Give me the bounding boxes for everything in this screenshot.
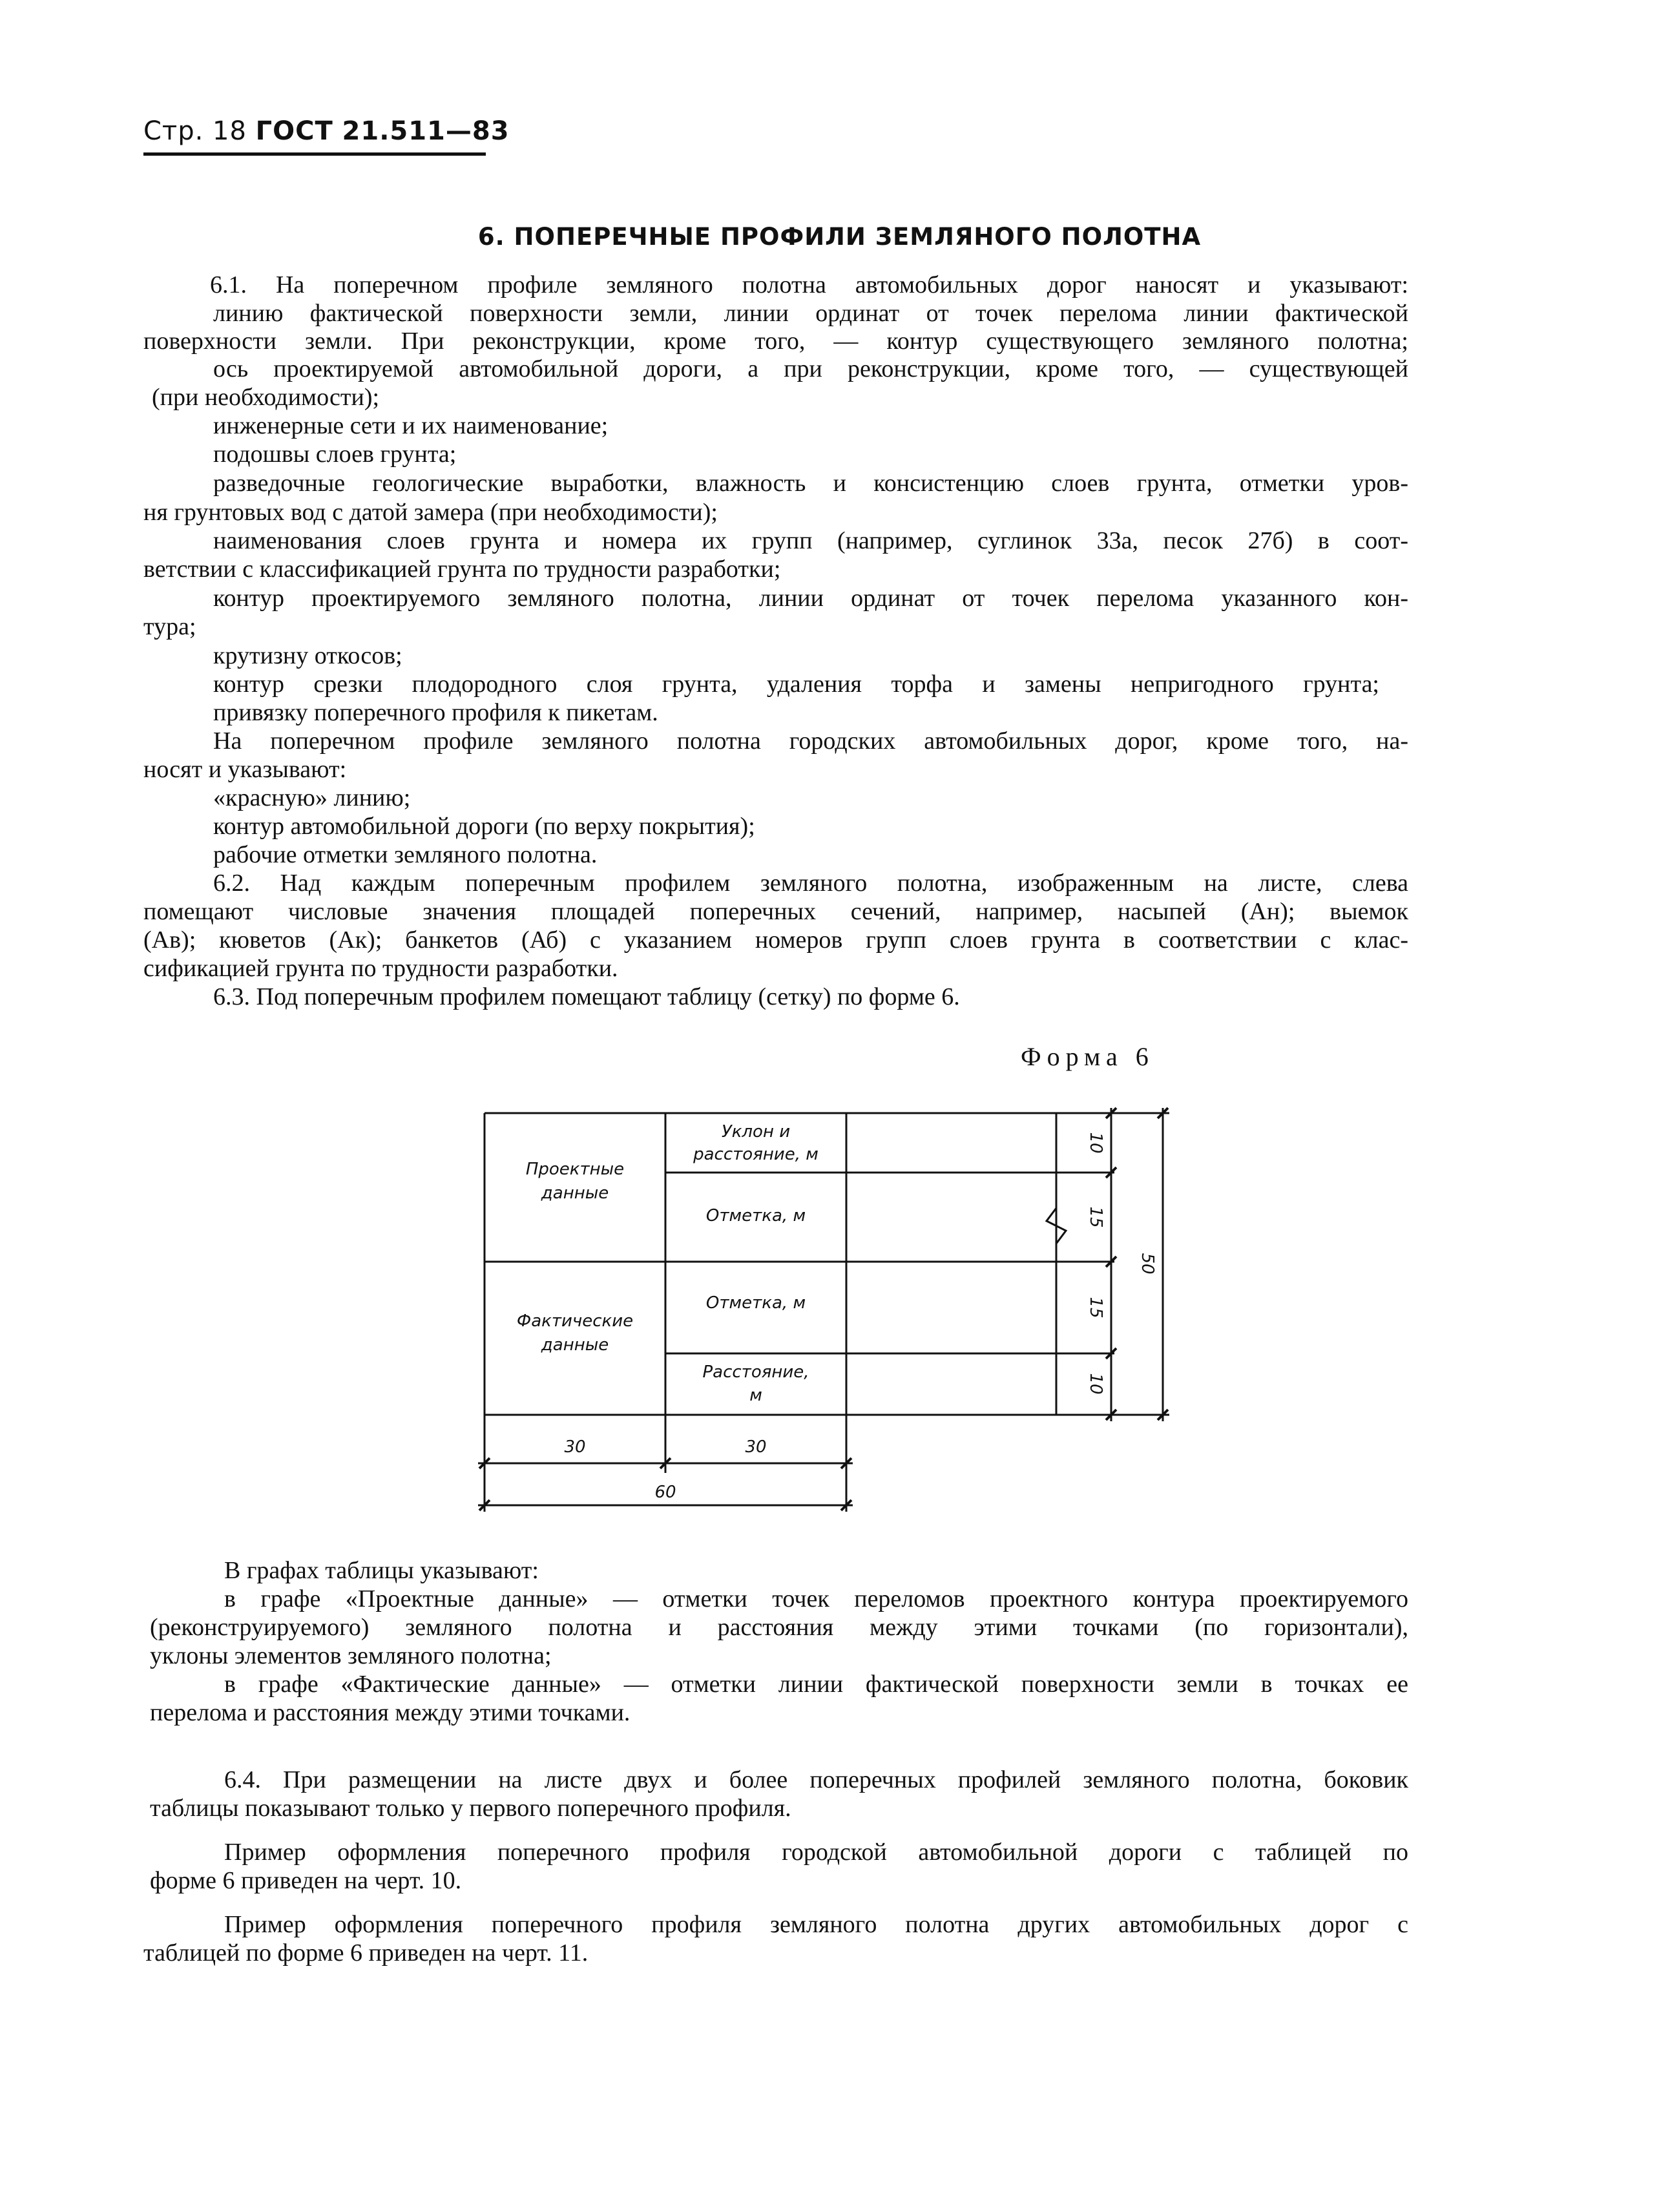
text-line: поверхности земли. При реконструкции, кроме того, — контур существующего земляного полотна; [143,328,1408,355]
text-line: (при необходимости); [152,384,380,411]
text-line: уклоны элементов земляного полотна; [150,1642,552,1669]
dim-total-height: 50 [1138,1253,1157,1275]
dim-row3-height: 15 [1086,1297,1105,1319]
text-line: контур проектируемого земляного полотна, линии ординат от точек перелома указанного кон- [213,585,1408,612]
group-design-line2: данные [541,1184,609,1203]
text-line: форме 6 приведен на черт. 10. [150,1867,462,1894]
text-line: контур срезки плодородного слоя грунта, удаления торфа и замены непригодного грунта; [213,671,1379,698]
dim-row1-height: 10 [1086,1132,1105,1154]
group-actual-line2: данные [541,1335,609,1355]
text-line: крутизну откосов; [213,642,402,669]
page-number: Стр. 18 [143,116,247,146]
dim-col1-width: 30 [564,1437,586,1457]
text-line: перелома и расстояния между этими точками. [150,1699,631,1726]
text-line: подошвы слоев грунта; [213,441,457,468]
text-line: привязку поперечного профиля к пикетам. [213,699,658,726]
dim-col2-width: 30 [745,1437,767,1457]
group-design-line1: Проектные [525,1160,625,1179]
standard-number: 21.511—83 [342,116,510,146]
text-line: наименования слоев грунта и номера их групп (например, суглинок 33а, песок 27б) в соот- [213,527,1408,554]
text-line: инженерные сети и их наименование; [213,412,609,439]
text-line: На поперечном профиле земляного полотна городских автомобильных дорог, кроме того, на- [213,727,1408,755]
text-line: (Ав); кюветов (Ак); банкетов (Аб) с указанием номеров групп слоев грунта в соответствии с клас- [143,926,1408,954]
text-line: в графе «Фактические данные» — отметки линии фактической поверхности земли в точках ее [224,1671,1408,1698]
text-line: В графах таблицы указывают: [224,1557,539,1584]
dim-row4-height: 10 [1086,1373,1105,1395]
text-line: Пример оформления поперечного профиля городской автомобильной дороги с таблицей по [224,1839,1408,1866]
text-line: помещают числовые значения площадей поперечных сечений, например, насыпей (Ан); выемок [143,898,1408,925]
dim-total-width: 60 [654,1483,676,1502]
text-line: (реконструируемого) земляного полотна и расстояния между этими точками (по горизонтали), [150,1614,1408,1641]
text-line: 6.1. На поперечном профиле земляного полотна автомобильных дорог наносят и указывают: [210,271,1408,298]
text-line: линию фактической поверхности земли, линии ординат от точек перелома линии фактической [213,300,1408,327]
text-line: «красную» линию; [213,784,411,811]
form-caption: Форма 6 [1021,1042,1154,1071]
group-actual-line1: Фактические [516,1311,634,1331]
text-line: 6.2. Над каждым поперечным профилем земляного полотна, изображенным на листе, слева [213,870,1408,897]
row-distance-line1: Расстояние, [702,1362,809,1382]
text-line: Пример оформления поперечного профиля земляного полотна других автомобильных дорог с [224,1911,1408,1938]
text-line: рабочие отметки земляного полотна. [213,841,598,868]
text-line: тура; [143,613,196,640]
row-distance-line2: м [749,1386,762,1405]
text-line: таблицей по форме 6 приведен на черт. 11. [143,1939,589,1967]
row-slope-line2: расстояние, м [693,1145,819,1164]
text-line: в графе «Проектные данные» — отметки точек переломов проектного контура проектируемого [224,1585,1408,1612]
row-actual-elevation: Отметка, м [705,1293,806,1313]
standard-label: ГОСТ [255,116,333,146]
text-line: разведочные геологические выработки, влажность и консистенцию слоев грунта, отметки уров- [213,470,1408,497]
row-design-elevation: Отметка, м [705,1206,806,1226]
text-line: 6.3. Под поперечным профилем помещают таблицу (сетку) по форме 6. [213,983,960,1010]
text-line: ветствии с классификацией грунта по трудности разработки; [143,556,781,583]
text-line: носят и указывают: [143,756,347,783]
text-line: 6.4. При размещении на листе двух и более поперечных профилей земляного полотна, боковик [224,1766,1408,1793]
text-line: таблицы показывают только у первого поперечного профиля. [150,1795,791,1822]
text-line: ось проектируемой автомобильной дороги, а при реконструкции, кроме того, — существующей [213,355,1408,382]
text-line: ня грунтовых вод с датой замера (при необходимости); [143,499,718,526]
row-slope-line1: Уклон и [721,1122,791,1142]
section-title: 6. ПОПЕРЕЧНЫЕ ПРОФИЛИ ЗЕМЛЯНОГО ПОЛОТНА [477,223,1202,251]
text-line: контур автомобильной дороги (по верху покрытия); [213,813,755,840]
dim-row2-height: 15 [1086,1206,1105,1228]
text-line: сификацией грунта по трудности разработки. [143,955,618,982]
